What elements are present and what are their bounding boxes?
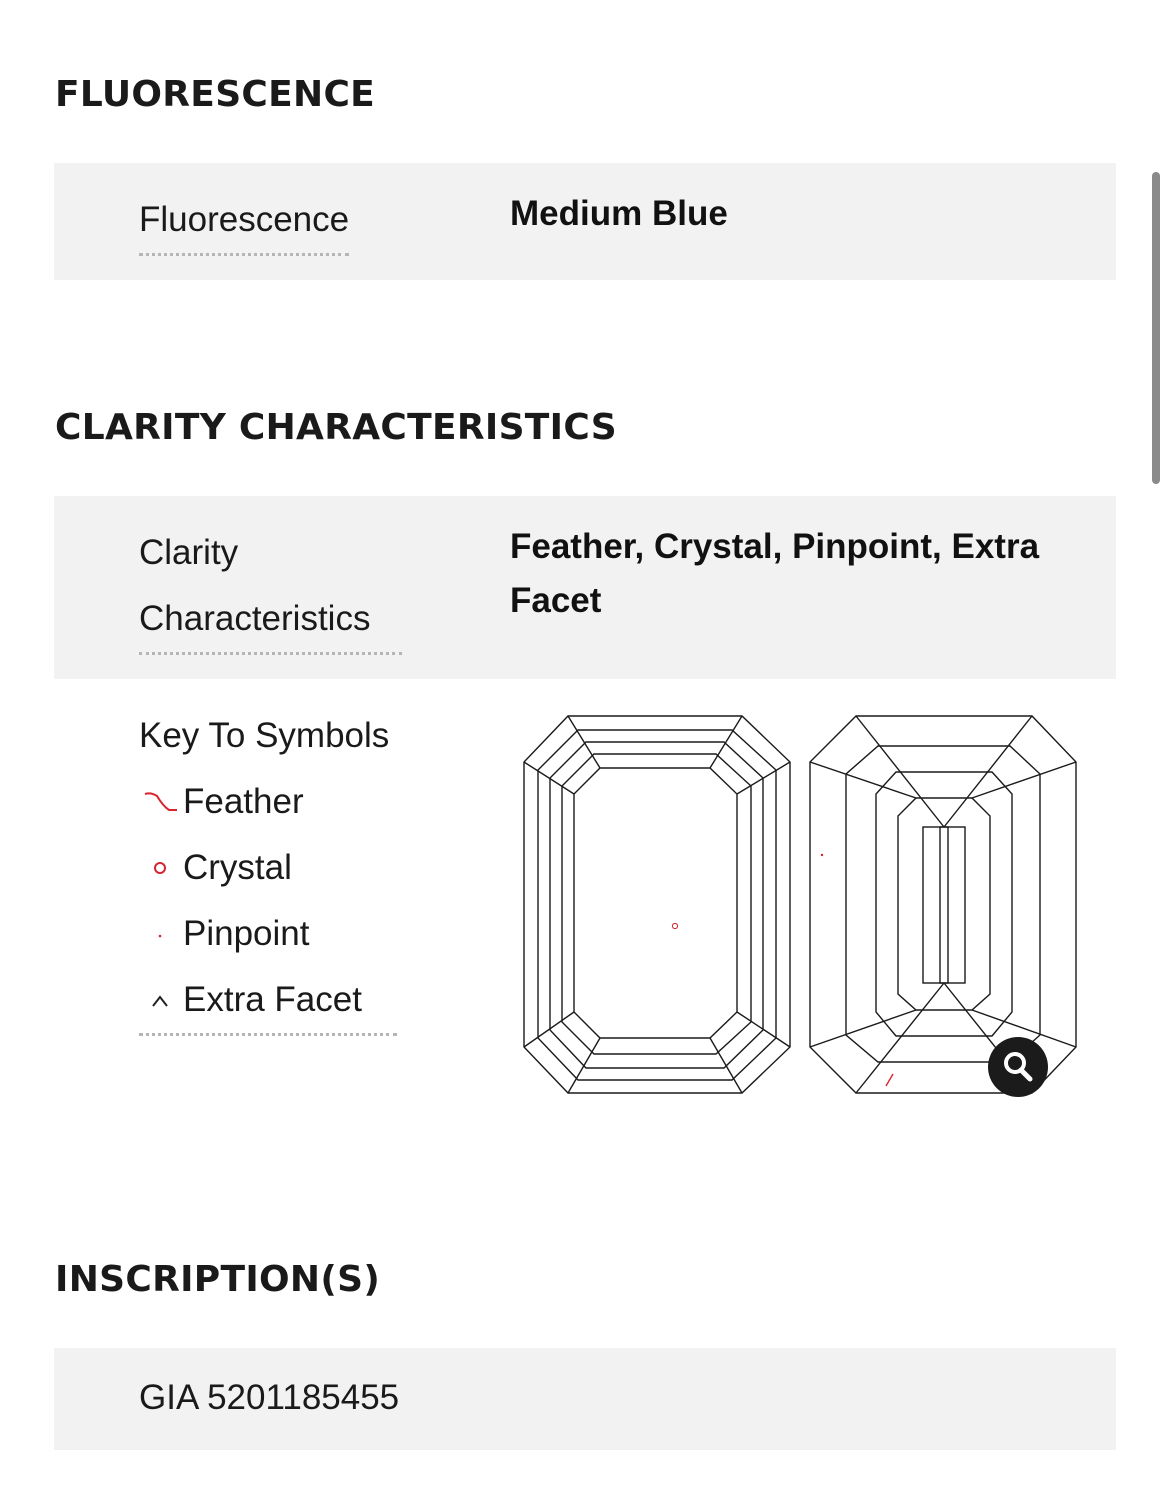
inscription-value: GIA 5201185455 — [139, 1378, 400, 1417]
crystal-mark — [672, 923, 677, 928]
key-item-crystal-label: Crystal — [183, 848, 292, 887]
key-item-pinpoint-label: Pinpoint — [183, 914, 310, 953]
fluorescence-heading: FLUORESCENCE — [55, 74, 376, 115]
pinpoint-symbol-icon — [139, 914, 183, 954]
vertical-scrollbar[interactable] — [1152, 172, 1160, 484]
key-item-extra-facet — [139, 967, 397, 1036]
feather-mark — [886, 1074, 893, 1086]
clarity-heading: CLARITY CHARACTERISTICS — [55, 407, 617, 448]
fluorescence-label[interactable]: Fluorescence — [139, 187, 349, 256]
key-item-pinpoint — [139, 901, 309, 967]
pinpoint-mark — [821, 854, 823, 856]
clarity-label-line2: Characteristics — [139, 599, 371, 638]
crown-view — [524, 716, 790, 1093]
key-item-feather — [139, 769, 304, 835]
zoom-magnifier-icon[interactable] — [988, 1037, 1048, 1097]
key-item-crystal — [139, 835, 292, 901]
clarity-label[interactable] — [139, 520, 402, 655]
clarity-value-line2: Facet — [510, 581, 602, 620]
key-item-extra-facet-label: Extra Facet — [183, 980, 362, 1019]
key-item-feather-label: Feather — [183, 782, 304, 821]
key-to-symbols-title — [139, 703, 389, 769]
fluorescence-value: Medium Blue — [510, 194, 728, 233]
feather-symbol-icon — [139, 782, 183, 822]
key-to-symbols-label: Key To Symbols — [139, 716, 390, 755]
inscription-heading: INSCRIPTION(S) — [55, 1259, 381, 1300]
clarity-value-line1: Feather, Crystal, Pinpoint, Extra — [510, 527, 1040, 566]
clarity-label-line1: Clarity — [139, 533, 239, 572]
extra-facet-symbol-icon — [139, 980, 183, 1020]
crystal-symbol-icon — [139, 848, 183, 888]
clarity-value — [510, 520, 1039, 628]
